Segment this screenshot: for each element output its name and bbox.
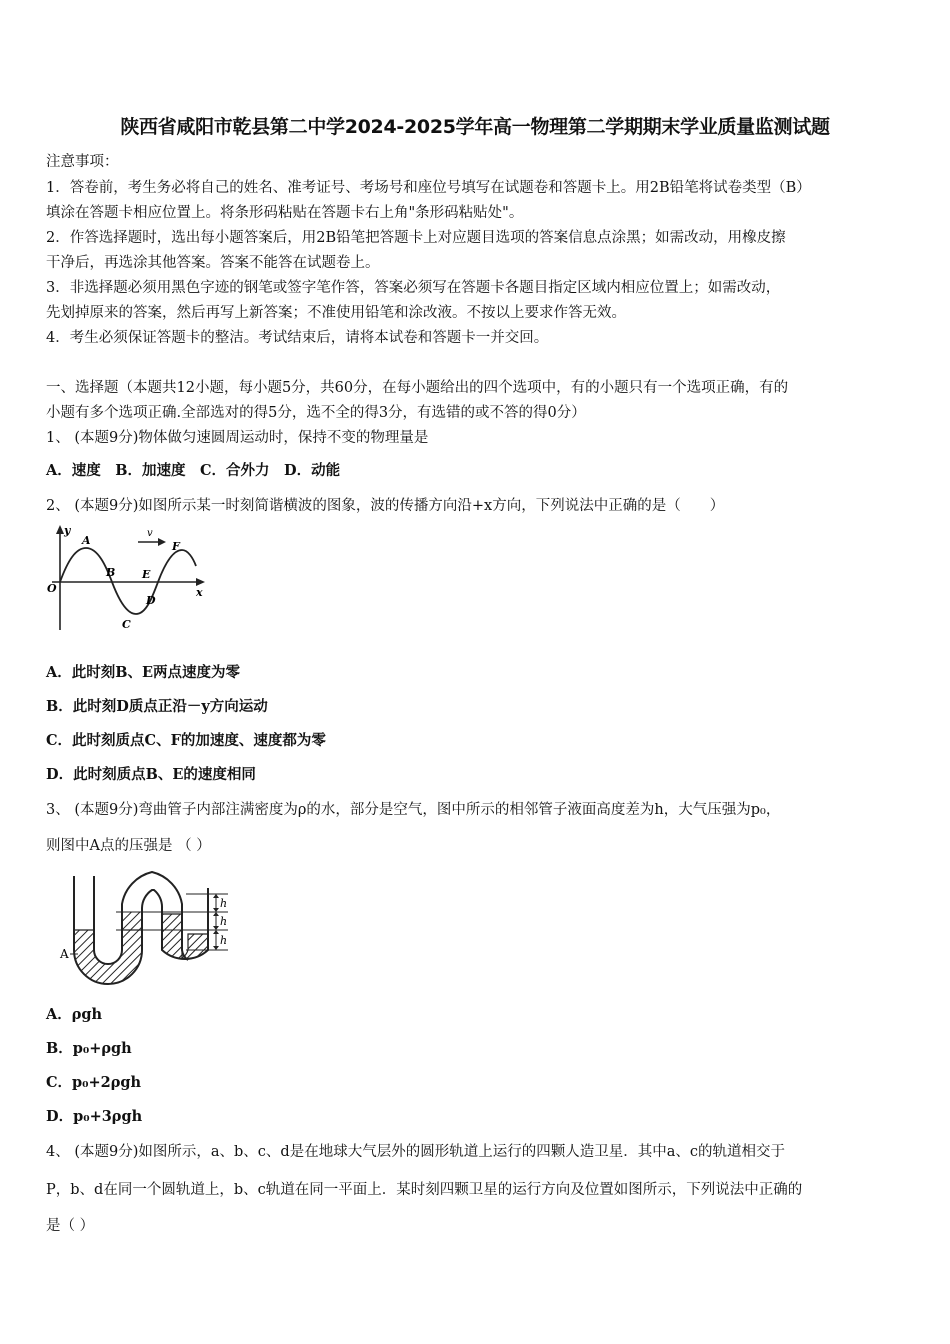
- document-title: 陕西省咸阳市乾县第二中学2024-2025学年高一物理第二学期期末学业质量监测试题: [120, 116, 830, 138]
- question-2-option: A．此时刻B、E两点速度为零: [46, 664, 241, 681]
- question-3-stem: 3、 (本题9分)弯曲管子内部注满密度为ρ的水，部分是空气，图中所示的相邻管子液面高度差为h，大气压强为p₀，: [46, 802, 781, 818]
- label-e: E: [142, 568, 151, 581]
- label-h: h: [220, 897, 228, 910]
- notice-line: 先划掉原来的答案，然后再写上新答案；不准使用铅笔和涂改液。不按以上要求作答无效。: [46, 305, 626, 321]
- label-a: A: [82, 534, 91, 547]
- label-a-point: A: [60, 947, 69, 961]
- label-o: O: [47, 582, 57, 595]
- label-h: h: [220, 934, 228, 947]
- label-f: F: [172, 540, 180, 553]
- notice-line: 4．考生必须保证答题卡的整洁。考试结束后，请将本试卷和答题卡一并交回。: [46, 330, 549, 346]
- question-1-stem: 1、 (本题9分)物体做匀速圆周运动时，保持不变的物理量是: [46, 430, 429, 446]
- notice-line: 干净后，再选涂其他答案。答案不能答在试题卷上。: [46, 255, 380, 271]
- question-2-option: D．此时刻质点B、E的速度相同: [46, 766, 256, 783]
- question-4-stem-cont: P，b、d在同一个圆轨道上，b、c轨道在同一平面上．某时刻四颗卫星的运行方向及位置如图所示，下列说法中正确的: [46, 1182, 803, 1198]
- section-heading-cont: 小题有多个选项正确.全部选对的得5分，选不全的得3分，有选错的或不答的得0分）: [46, 405, 586, 421]
- question-3-stem-cont: 则图中A点的压强是 （ ）: [46, 838, 211, 854]
- question-2-option: C．此时刻质点C、F的加速度、速度都为零: [46, 732, 326, 749]
- notice-line: 填涂在答题卡相应位置上。将条形码粘贴在答题卡右上角"条形码粘贴处"。: [46, 205, 524, 221]
- tube-figure: [56, 868, 236, 986]
- label-x: x: [196, 586, 203, 599]
- question-2-stem: 2、 (本题9分)如图所示某一时刻简谐横波的图象，波的传播方向沿+x方向，下列说法中正确的是（ ）: [46, 498, 725, 514]
- notice-line: 2．作答选择题时，选出每小题答案后，用2B铅笔把答题卡上对应题目选项的答案信息点涂黑；如需改动，用橡皮擦: [46, 230, 786, 246]
- label-h: h: [220, 915, 228, 928]
- label-v: v: [147, 528, 153, 539]
- notice-heading: 注意事项：: [46, 154, 119, 170]
- section-heading: 一、选择题（本题共12小题，每小题5分，共60分，在每小题给出的四个选项中，有的小题只有一个选项正确，有的: [46, 380, 789, 396]
- question-3-option: B．p₀+ρgh: [46, 1040, 132, 1057]
- question-4-stem: 4、 (本题9分)如图所示，a、b、c、d是在地球大气层外的圆形轨道上运行的四颗人造卫星．其中a、c的轨道相交于: [46, 1144, 785, 1160]
- question-2-option: B．此时刻D质点正沿－y方向运动: [46, 698, 268, 715]
- question-3-option: D．p₀+3ρgh: [46, 1108, 143, 1125]
- question-3-option: A．ρgh: [46, 1006, 103, 1023]
- notice-line: 3．非选择题必须用黑色字迹的钢笔或签字笔作答，答案必须写在答题卡各题目指定区域内相应位置上；如需改动，: [46, 280, 781, 296]
- question-1-options: A．速度 B．加速度 C．合外力 D．动能: [46, 462, 341, 479]
- wave-figure: [40, 522, 210, 634]
- label-b: B: [106, 566, 116, 579]
- question-3-option: C．p₀+2ρgh: [46, 1074, 142, 1091]
- notice-line: 1．答卷前，考生务必将自己的姓名、准考证号、考场号和座位号填写在试题卷和答题卡上。用2B铅笔将试卷类型（B）: [46, 180, 811, 196]
- label-y: y: [64, 524, 71, 537]
- label-c: C: [122, 618, 131, 631]
- label-d: D: [146, 594, 156, 607]
- question-4-stem-end: 是（ ）: [46, 1218, 95, 1234]
